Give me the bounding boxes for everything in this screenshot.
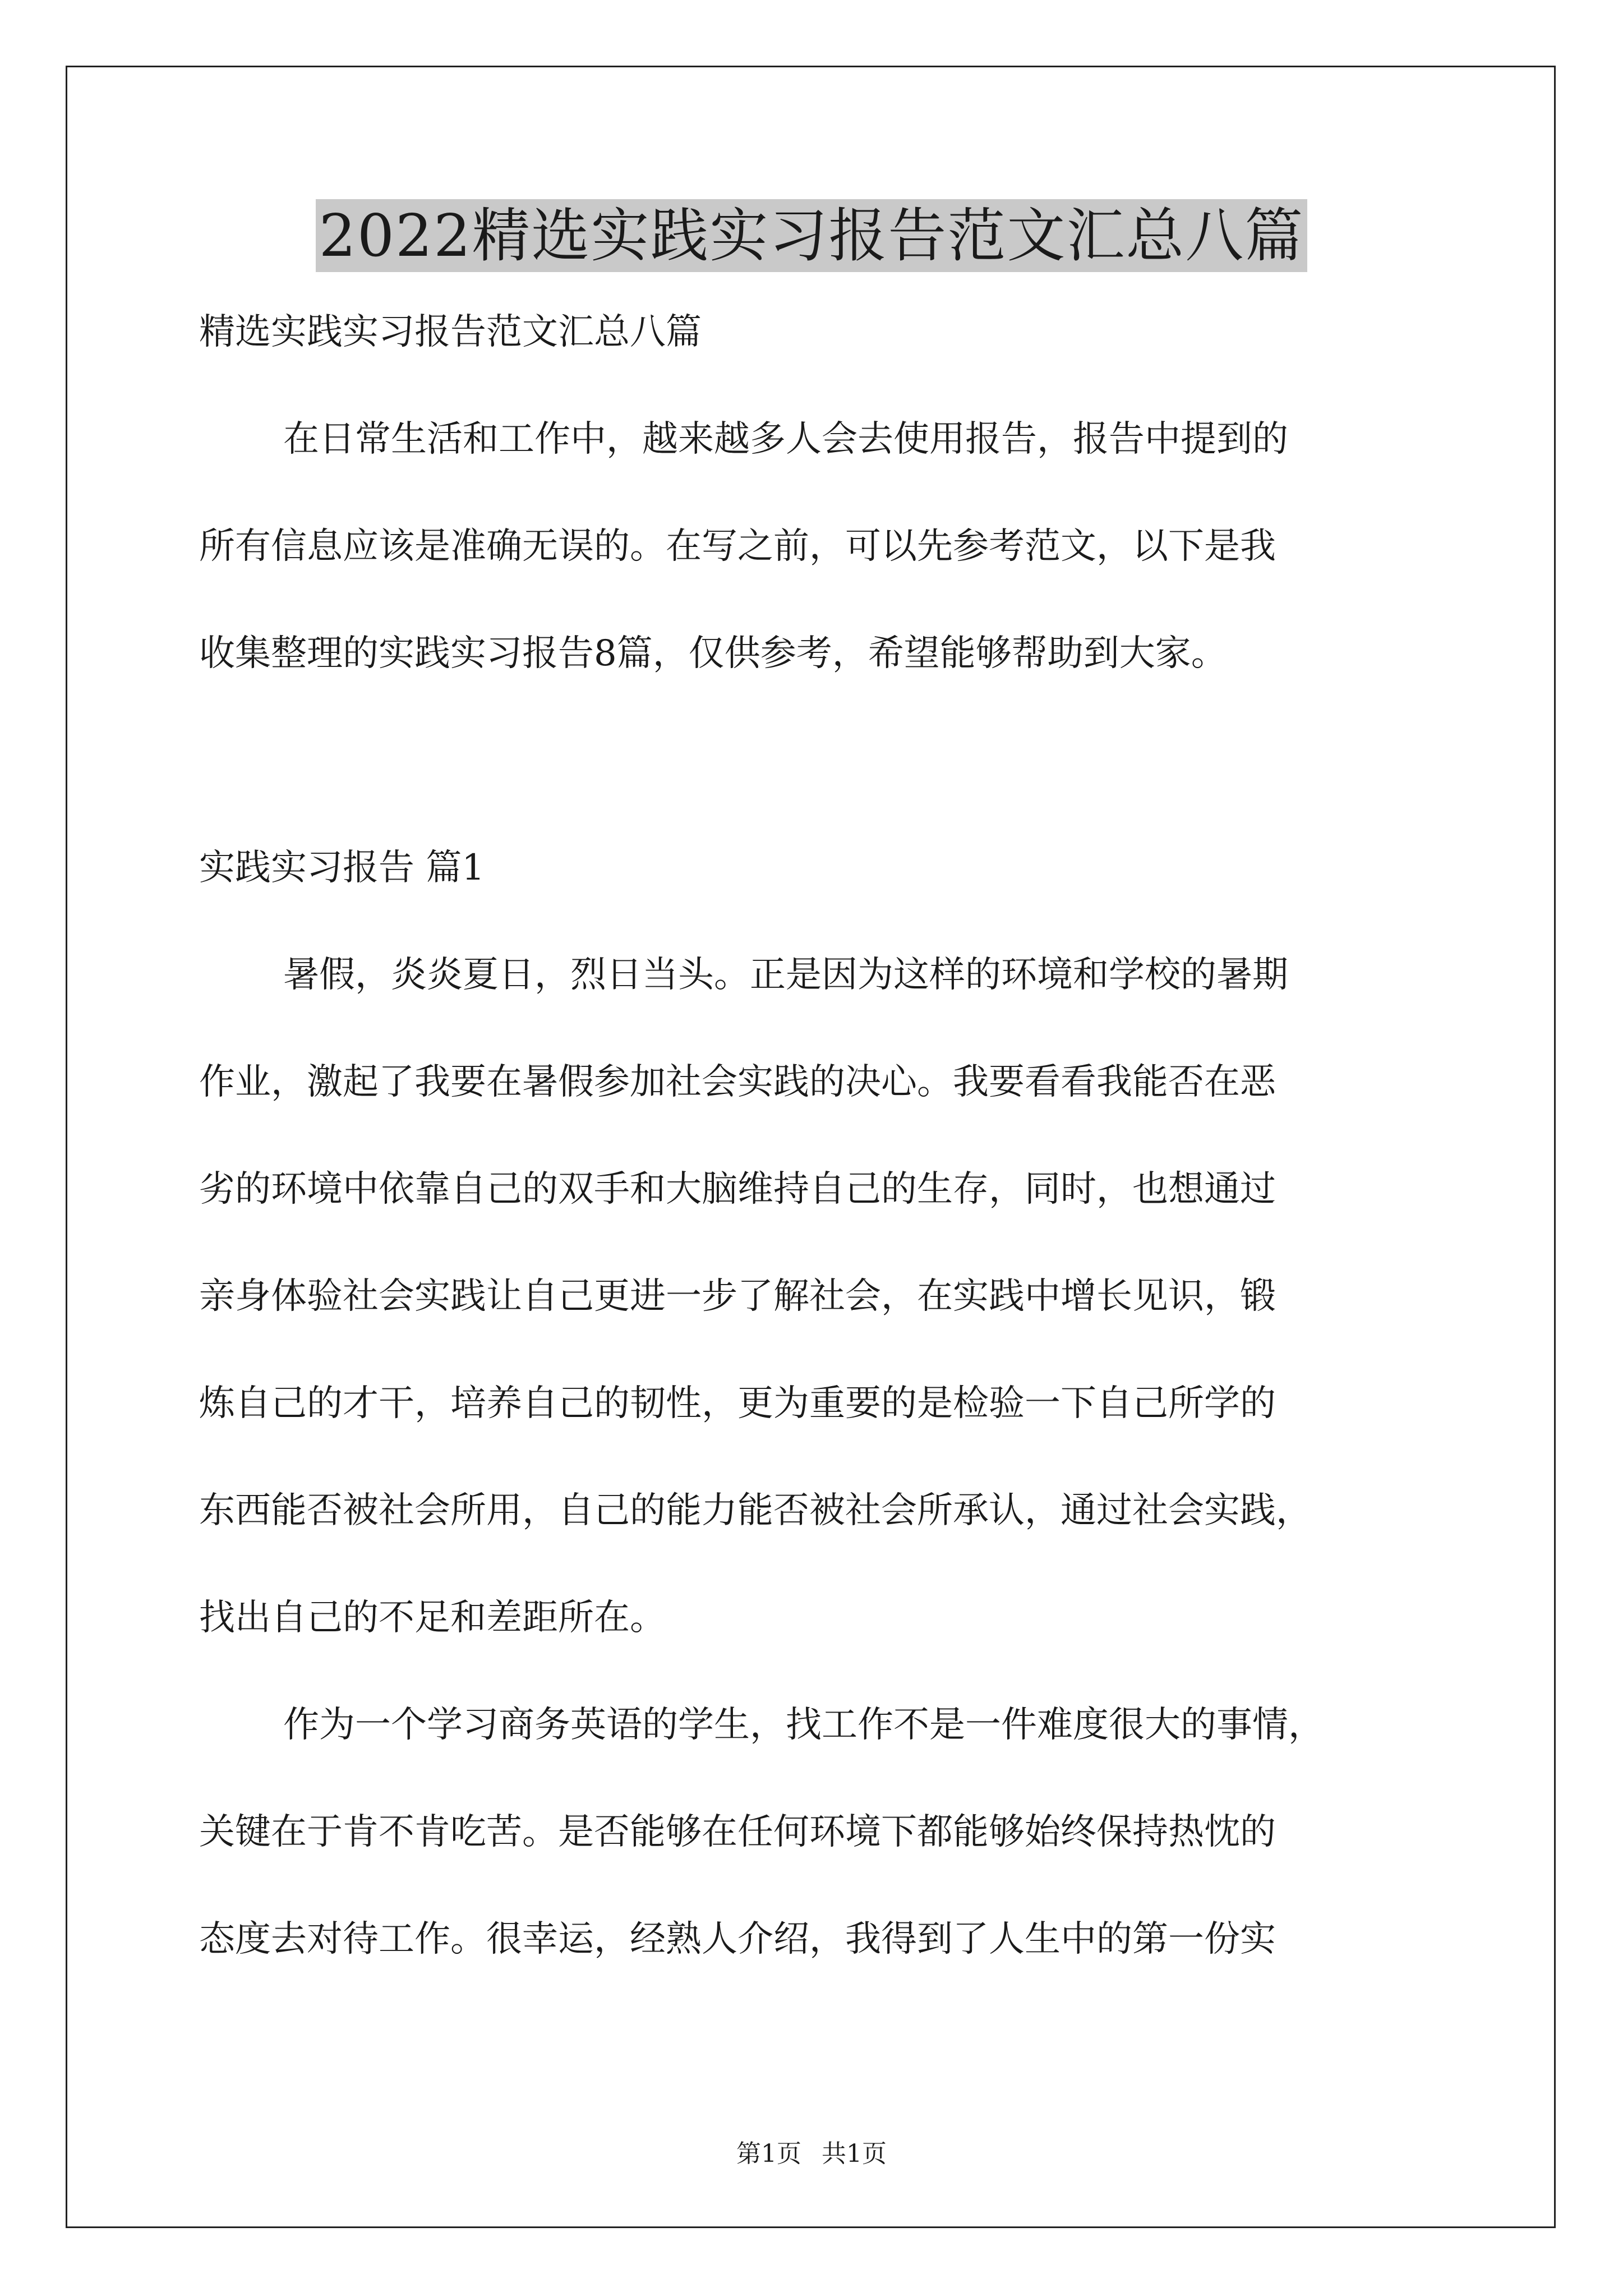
paragraph-line: 暑假，炎炎夏日，烈日当头。正是因为这样的环境和学校的暑期 [283, 954, 1288, 996]
paragraph-line: 东西能否被社会所用，自己的能力能否被社会所承认，通过社会实践， [199, 1490, 1312, 1531]
paragraph-line: 劣的环境中依靠自己的双手和大脑维持自己的生存，同时，也想通过 [199, 1168, 1276, 1210]
page-number: 第1页 [736, 2139, 801, 2168]
paragraph-line: 态度去对待工作。很幸运，经熟人介绍，我得到了人生中的第一份实 [199, 1918, 1276, 1960]
intro-line: 收集整理的实践实习报告8篇，仅供参考，希望能够帮助到大家。 [199, 633, 1227, 674]
subtitle: 精选实践实习报告范文汇总八篇 [199, 311, 702, 353]
page-total: 共1页 [822, 2139, 887, 2168]
paragraph-line: 亲身体验社会实践让自己更进一步了解社会，在实践中增长见识，锻 [199, 1276, 1276, 1317]
intro-line: 所有信息应该是准确无误的。在写之前，可以先参考范文，以下是我 [199, 526, 1276, 567]
paragraph-line: 作业，激起了我要在暑假参加社会实践的决心。我要看看我能否在恶 [199, 1061, 1276, 1103]
paragraph-line: 作为一个学习商务英语的学生，找工作不是一件难度很大的事情， [283, 1704, 1324, 1746]
paragraph-line: 炼自己的才干，培养自己的韧性，更为重要的是检验一下自己所学的 [199, 1383, 1276, 1424]
document-title-text: 2022精选实践实习报告范文汇总八篇 [316, 199, 1308, 272]
document-title [0, 199, 1623, 272]
page-border [66, 66, 1556, 2228]
intro-line: 在日常生活和工作中，越来越多人会去使用报告，报告中提到的 [283, 418, 1288, 460]
section-heading: 实践实习报告 篇1 [199, 847, 485, 889]
paragraph-line: 找出自己的不足和差距所在。 [199, 1597, 666, 1639]
paragraph-line: 关键在于肯不肯吃苦。是否能够在任何环境下都能够始终保持热忱的 [199, 1811, 1276, 1853]
page-footer [0, 2140, 1623, 2168]
